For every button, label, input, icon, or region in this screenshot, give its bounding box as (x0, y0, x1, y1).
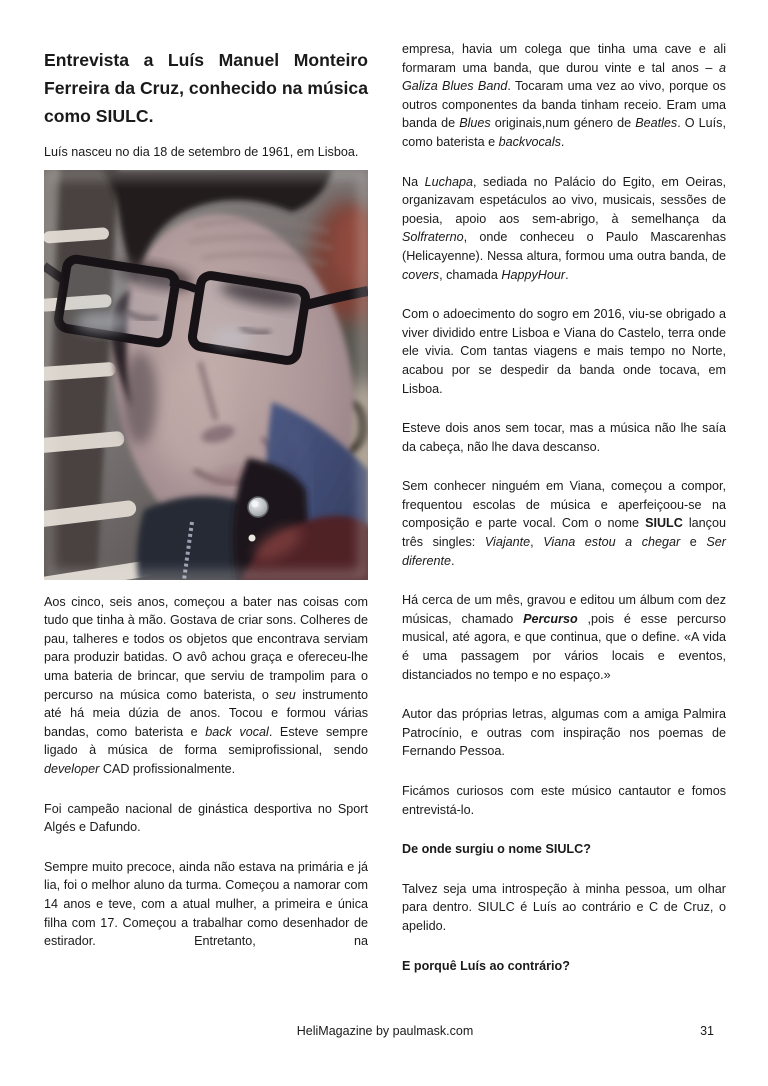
article-title: Entrevista a Luís Manuel Monteiro Ferreira da Cruz, conhecido na música como SIULC. (44, 50, 368, 126)
paragraph: Talvez seja uma introspeção à minha pessoa, um olhar para dentro. SIULC é Luís ao contrário e C de Cruz, o apelido. (402, 881, 726, 933)
right-paragraphs (402, 40, 726, 975)
paragraph: Aos cinco, seis anos, começou a bater nas coisas com tudo que tinha à mão. Gostava de criar sons. Colheres de pau, talheres e todos os objetos que encontrava serviam para produzir batidas. O avô achou graça e ofereceu-lhe uma bateria de brincar, que serviu de trampolim para o percurso na música como baterista, o seu instrumento até há meia dúzia de anos. Tocou e formou várias bandas, como baterista e back vocal. Esteve sempre ligado à música de forma semiprofissional, sendo developer CAD profissionalmente. (44, 594, 368, 776)
right-column (402, 40, 726, 996)
left-column (44, 40, 368, 996)
article-lead: Luís nasceu no dia 18 de setembro de 1961, em Lisboa. (44, 145, 359, 159)
sideburn (123, 352, 157, 444)
portrait-photo-illustration (44, 170, 368, 580)
left-paragraphs (44, 593, 368, 951)
interview-question: De onde surgiu o nome SIULC? (402, 842, 591, 857)
page-number: 31 (700, 1024, 714, 1038)
paragraph: Na Luchapa, sediada no Palácio do Egito, em Oeiras, organizavam espetáculos ao vivo, musicais, sessões de poesia, apoio aos sem-abrigo, à semelhança da Solfraterno, onde conheceu o Paulo Mascarenhas (Helicayenne). Nessa altura, formou uma outra banda, de covers, chamada HappyHour. (402, 174, 727, 282)
footer-credit: HeliMagazine by paulmask.com (296, 1024, 474, 1038)
portrait-photo (44, 170, 368, 580)
paragraph: Sem conhecer ninguém em Viana, começou a compor, frequentou escolas de música e aperfeiçoou-se na composição e parte vocal. Com o nome SIULC lançou três singles: Viajante, Viana estou a chegar e Ser diferente. (402, 479, 726, 568)
paragraph: empresa, havia um colega que tinha uma cave e ali formaram uma banda, que durou vinte e tal anos – a Galiza Blues Band. Tocaram uma vez ao vivo, porque os outros componentes da banda tinham receio. Eram uma banda de Blues originais,num género de Beatles. O Luís, como baterista e backvocals. (402, 42, 726, 149)
paragraph: Autor das próprias letras, algumas com a amiga Palmira Patrocínio, e outras com inspiração nos poemas de Fernando Pessoa. (402, 707, 726, 759)
paragraph: Com o adoecimento do sogro em 2016, viu-se obrigado a viver dividido entre Lisboa e Viana do Castelo, terra onde ele vivia. Com tantas viagens e mais tempo no Norte, acabou por se despedir da banda onde tocava, em Lisboa. (402, 307, 726, 396)
page-footer (44, 1022, 726, 1042)
paragraph: Esteve dois anos sem tocar, mas a música não lhe saía da cabeça, não lhe dava descanso. (402, 421, 726, 454)
paragraph: Foi campeão nacional de ginástica desportiva no Sport Algés e Dafundo. (44, 801, 368, 835)
strap-button (248, 497, 268, 517)
interview-question: E porquê Luís ao contrário? (402, 958, 570, 973)
paragraph: Há cerca de um mês, gravou e editou um álbum com dez músicas, chamado Percurso ,pois é esse percurso musical, até agora, e que continua, que o define. «A vida é uma passagem por vários locais e eventos, distanciados no tempo e no espaço.» (402, 593, 726, 682)
paragraph: Ficámos curiosos com este músico cantautor e fomos entrevistá-lo. (402, 784, 726, 817)
paragraph: Sempre muito precoce, ainda não estava na primária e já lia, foi o melhor aluno da turma. Começou a namorar com 14 anos e teve, com a atual mulher, a primeira e única filha com 17. Começou a trabalhar como desenhador de estirador. Entretanto, na (44, 859, 368, 949)
